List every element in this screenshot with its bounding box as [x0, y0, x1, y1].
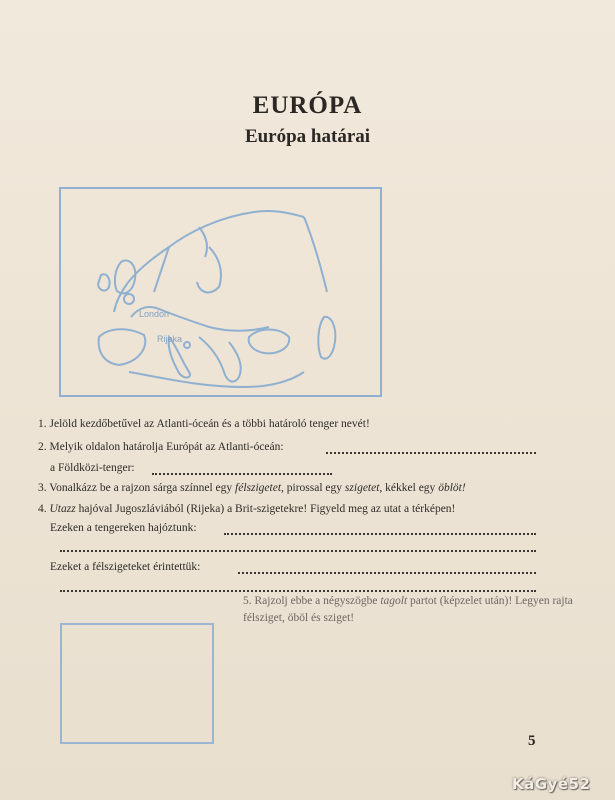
- drawing-box[interactable]: [60, 623, 214, 744]
- scandinavia-coast: [114, 211, 304, 312]
- question-3-island: szigetet: [344, 482, 380, 494]
- page-number: 5: [528, 733, 536, 749]
- question-3-text-c: , pirossal egy: [281, 482, 345, 494]
- question-2b: a Földközi-tenger:: [50, 462, 135, 474]
- rijeka-marker: [184, 342, 190, 348]
- norway-coast: [154, 247, 169, 292]
- ural-line: [304, 217, 327, 292]
- question-4-travel: Utazz: [49, 503, 76, 515]
- question-5-indented: tagolt: [380, 595, 408, 607]
- watermark: KáGyé52: [512, 775, 591, 793]
- question-5-text-c: partot (képzelet után)! Legyen rajta félsziget, öböl és sziget!: [243, 595, 573, 624]
- question-4-seas: Ezeken a tengereken hajóztunk:: [50, 522, 197, 534]
- black-sea: [249, 330, 290, 354]
- page-title: EURÓPA: [252, 92, 363, 119]
- question-1: 1. Jelöld kezdőbetűvel az Atlanti-óceán és a többi határoló tenger nevét!: [38, 418, 370, 430]
- iberia: [99, 329, 146, 365]
- baltic-coast: [197, 247, 221, 292]
- gulf-bothnia: [199, 227, 207, 257]
- question-3-text-e: , kékkel egy: [379, 482, 439, 494]
- map-label-london: London: [139, 309, 170, 319]
- mediterranean: [129, 372, 304, 387]
- caspian-sea: [318, 317, 335, 359]
- question-3-text-a: 3. Vonalkázz be a rajzon sárga színnel egy: [38, 482, 236, 494]
- answer-line-q4-peninsulas-1[interactable]: [238, 572, 536, 574]
- answer-line-q4-peninsulas-2[interactable]: [60, 590, 536, 592]
- question-3-peninsula: félszigetet: [235, 482, 282, 494]
- ireland: [98, 274, 110, 290]
- question-4-num: 4.: [38, 503, 50, 515]
- question-3: [38, 482, 466, 494]
- map-label-rijeka: Rijeka: [157, 334, 183, 344]
- page-subtitle: Európa határai: [244, 126, 371, 147]
- balkans: [199, 337, 241, 382]
- answer-line-q4-seas-2[interactable]: [60, 550, 536, 552]
- question-4-text: hajóval Jugoszláviából (Rijeka) a Brit-szigetekre! Figyeld meg az utat a térképen!: [75, 503, 456, 515]
- answer-line-q2[interactable]: [326, 452, 536, 454]
- london-marker: [124, 294, 134, 304]
- europe-outline-map: [59, 187, 382, 397]
- question-4: [38, 503, 455, 515]
- question-5-text-a: 5. Rajzolj ebbe a négyszögbe: [243, 595, 381, 607]
- answer-line-q2b[interactable]: [152, 473, 332, 475]
- question-4-peninsulas: Ezeket a félszigeteket érintettük:: [50, 561, 201, 573]
- question-3-bay: öblöt!: [438, 482, 466, 494]
- answer-line-q4-seas-1[interactable]: [224, 533, 536, 535]
- question-2: 2. Melyik oldalon határolja Európát az Atlanti-óceán:: [38, 441, 284, 453]
- question-5: [243, 593, 573, 627]
